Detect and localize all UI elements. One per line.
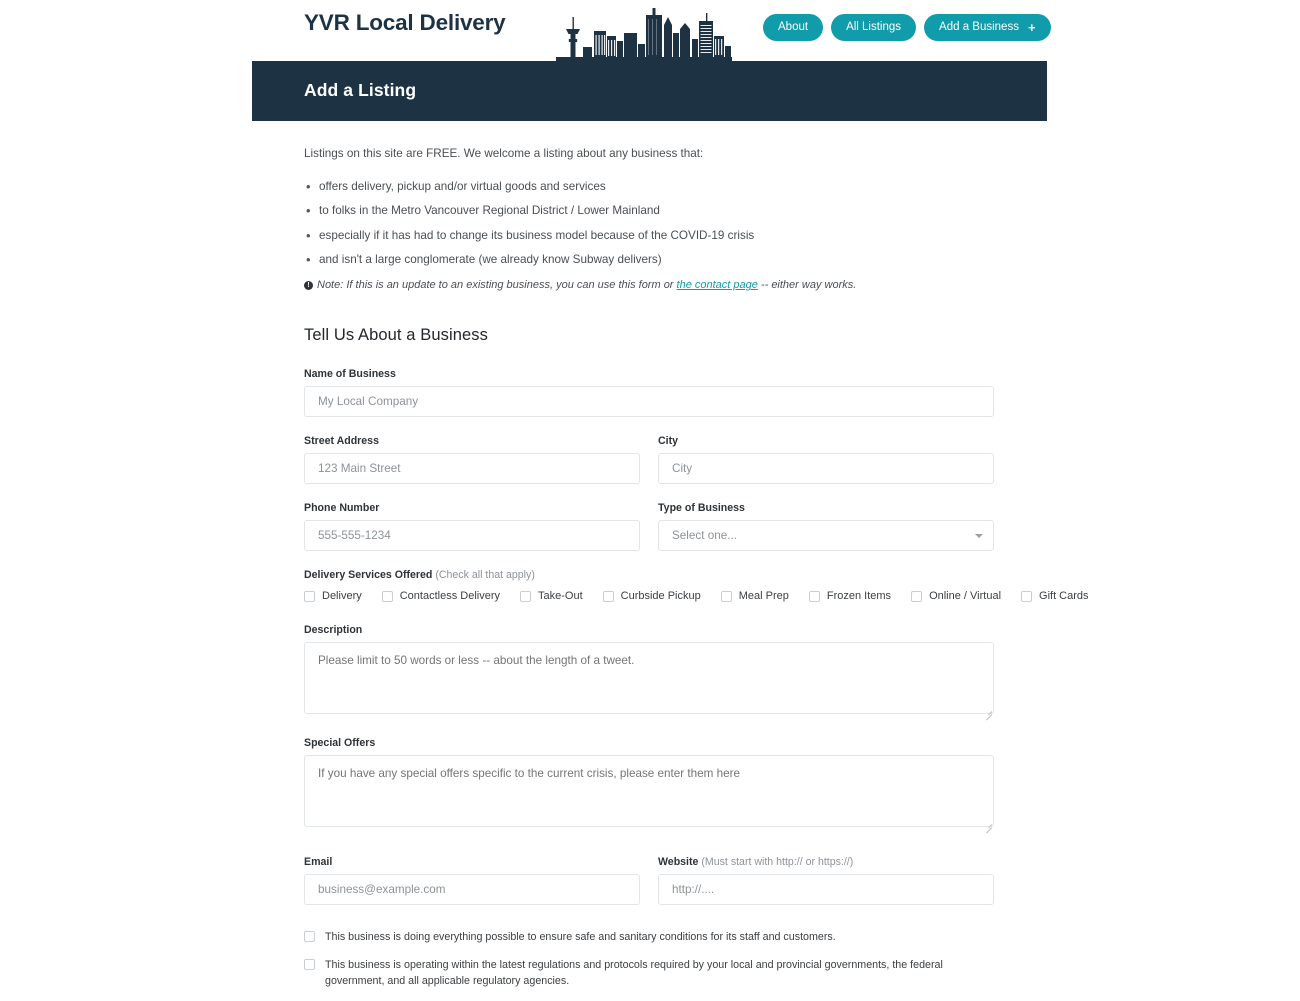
checkbox-box[interactable]: [382, 591, 393, 602]
form-row-description: [304, 624, 994, 719]
special-offers-textarea-wrap: [304, 755, 994, 832]
nav-button-add-a-business-label: Add a Business: [939, 21, 1019, 33]
checkbox-delivery[interactable]: [304, 590, 362, 602]
main-navigation: [763, 14, 1051, 41]
field-phone-number: [304, 502, 640, 551]
checkbox-box[interactable]: [603, 591, 614, 602]
field-city: [658, 435, 994, 484]
business-type-select[interactable]: Select one...: [658, 520, 994, 551]
note-text-before: Note: If this is an update to an existing business, you can use this form or: [317, 279, 677, 292]
phone-number-input[interactable]: [304, 520, 640, 551]
checkbox-box[interactable]: [304, 591, 315, 602]
special-offers-label: Special Offers: [304, 737, 376, 750]
checkbox-label: Delivery: [322, 590, 362, 603]
list-item: • and isn't a large conglomerate (we already know Subway delivers): [304, 252, 994, 269]
business-name-label: Name of Business: [304, 368, 396, 381]
website-label-text: Website: [658, 856, 699, 869]
list-item: • to folks in the Metro Vancouver Regional District / Lower Mainland: [304, 203, 994, 220]
checkbox-box[interactable]: [721, 591, 732, 602]
checkbox-meal-prep[interactable]: [721, 590, 789, 602]
business-type-label: Type of Business: [658, 502, 745, 515]
business-name-input[interactable]: [304, 386, 994, 417]
checkbox-box[interactable]: [809, 591, 820, 602]
special-offers-textarea[interactable]: [304, 755, 994, 827]
checkbox-box[interactable]: [304, 959, 315, 970]
checkbox-label: Curbside Pickup: [620, 590, 701, 603]
list-item: • offers delivery, pickup and/or virtual goods and services: [304, 179, 994, 196]
nav-button-add-a-business[interactable]: [924, 14, 1051, 41]
field-email: [304, 856, 640, 905]
plus-icon: +: [1027, 20, 1036, 35]
checkbox-contactless-delivery[interactable]: [382, 590, 500, 602]
field-website: [658, 856, 994, 905]
vancouver-skyline-icon: [556, 3, 732, 61]
street-address-label: Street Address: [304, 435, 379, 448]
intro-lead-text: Listings on this site are FREE. We welcome a listing about any business that:: [304, 147, 704, 160]
checkbox-label: Online / Virtual: [929, 590, 1002, 603]
checkbox-box[interactable]: [1021, 591, 1032, 602]
page-banner: [252, 61, 1047, 121]
checkbox-label: Gift Cards: [1039, 590, 1089, 603]
website-hint: (Must start with http:// or https://): [701, 856, 854, 869]
website-label: [658, 856, 994, 868]
delivery-services-checkbox-group: [304, 590, 1089, 603]
checkbox-box[interactable]: [911, 591, 922, 602]
checkbox-online-virtual[interactable]: [911, 590, 1001, 602]
field-description: [304, 624, 994, 719]
note-text: [317, 278, 856, 294]
delivery-services-label: [304, 569, 994, 581]
checkbox-curbside-pickup[interactable]: [603, 590, 701, 602]
site-header: [0, 0, 1300, 61]
note-text-after: -- either way works.: [757, 279, 857, 292]
main-content: [304, 121, 1089, 1001]
checkbox-gift-cards[interactable]: [1021, 590, 1089, 602]
checkbox-regulations-compliance[interactable]: [304, 957, 994, 990]
email-input[interactable]: [304, 874, 640, 905]
nav-button-all-listings[interactable]: [831, 14, 916, 41]
field-street-address: [304, 435, 640, 484]
business-type-select-wrap: [658, 520, 994, 551]
description-textarea-wrap: [304, 642, 994, 719]
checkbox-label: Take-Out: [538, 590, 583, 603]
website-input[interactable]: [658, 874, 994, 905]
delivery-services-hint: (Check all that apply): [435, 569, 535, 582]
note-line: [304, 278, 994, 294]
checkbox-label: This business is operating within the latest regulations and protocols required by your local and provincial governments, the federal government, and all applicable regulatory agencies.: [325, 958, 943, 988]
nav-button-about[interactable]: [763, 14, 823, 41]
form-section-title: Tell Us About a Business: [304, 326, 488, 345]
description-textarea[interactable]: [304, 642, 994, 714]
street-address-input[interactable]: [304, 453, 640, 484]
form-row-special-offers: [304, 737, 994, 832]
page-title: Add a Listing: [304, 80, 417, 100]
field-business-type: [658, 502, 994, 551]
phone-number-label: Phone Number: [304, 502, 380, 515]
form-row-email-website: [304, 856, 994, 905]
brand-logo-text[interactable]: YVR Local Delivery: [304, 10, 506, 35]
email-label: Email: [304, 856, 333, 869]
form-row-phone-type: [304, 502, 994, 551]
info-icon: !: [304, 281, 313, 290]
terms-checkbox-group: [304, 929, 994, 990]
checkbox-label: Meal Prep: [738, 590, 789, 603]
checkbox-frozen-items[interactable]: [809, 590, 891, 602]
checkbox-take-out[interactable]: [520, 590, 583, 602]
delivery-services-label-text: Delivery Services Offered: [304, 569, 433, 582]
city-label: City: [658, 435, 679, 448]
intro-bullet-list: [304, 179, 994, 269]
nav-button-all-listings-label: All Listings: [846, 21, 902, 33]
form-row-address-city: [304, 435, 994, 484]
contact-page-link[interactable]: the contact page: [676, 279, 758, 292]
checkbox-label: Frozen Items: [826, 590, 892, 603]
list-item: • especially if it has had to change its business model because of the COVID-19 crisis: [304, 228, 994, 245]
checkbox-box[interactable]: [520, 591, 531, 602]
checkbox-safe-sanitary-conditions[interactable]: [304, 929, 994, 946]
checkbox-label: Contactless Delivery: [399, 590, 500, 603]
nav-button-about-label: About: [778, 21, 809, 33]
add-listing-form: [304, 368, 1089, 990]
city-input[interactable]: [658, 453, 994, 484]
form-row-business-name: [304, 368, 994, 417]
description-label: Description: [304, 624, 363, 637]
checkbox-label: This business is doing everything possible to ensure safe and sanitary conditions for its staff and customers.: [325, 931, 836, 944]
field-delivery-services: [304, 569, 1089, 603]
field-special-offers: [304, 737, 994, 832]
field-business-name: [304, 368, 994, 417]
